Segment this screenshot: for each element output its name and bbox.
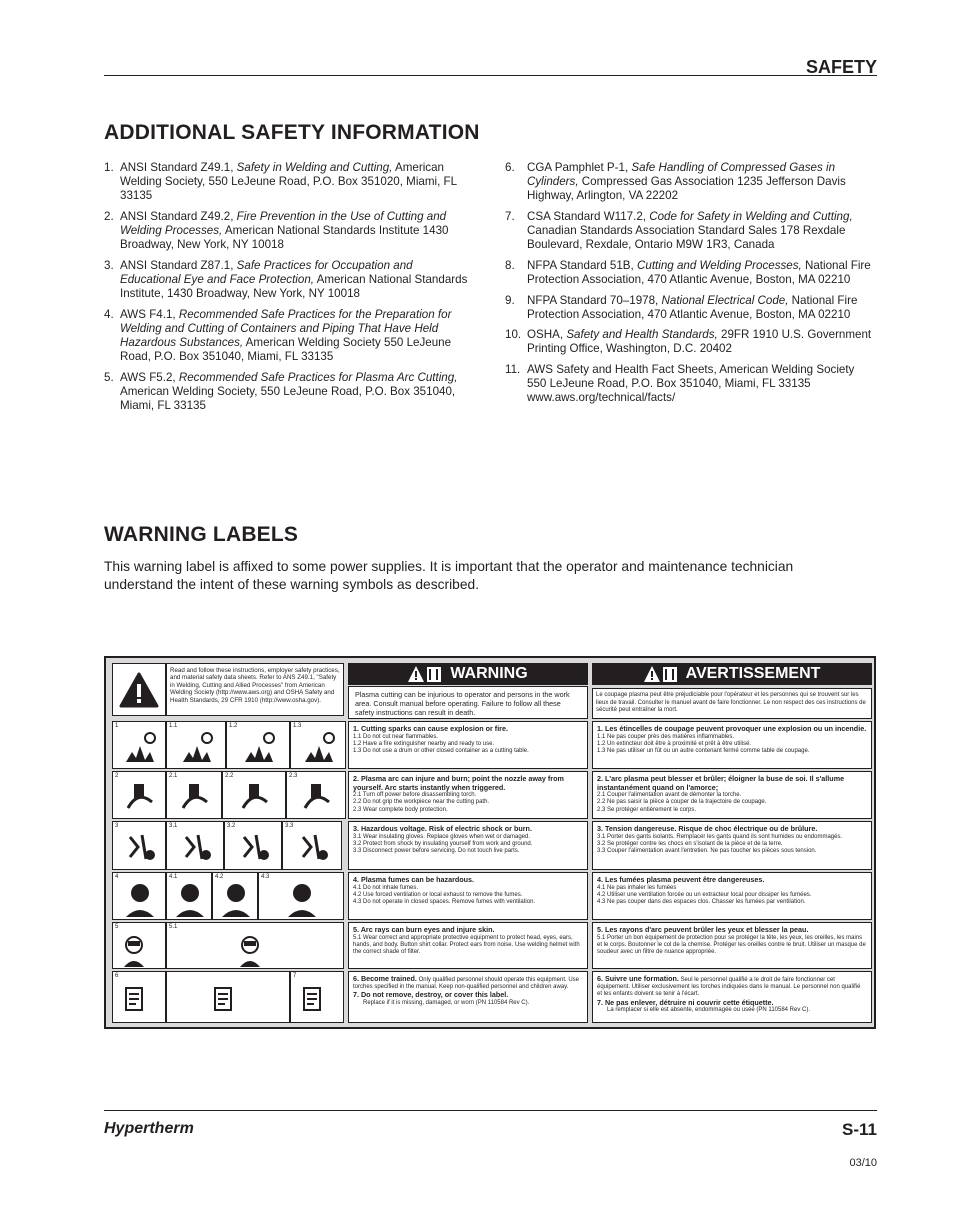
reference-item: [104, 210, 474, 253]
avertissement-instruction: 1.2 Un extincteur doit être à proximité et prêt à être utilisé.: [597, 740, 752, 747]
pictogram-2-2: [166, 771, 222, 819]
avertissement-label-detail: La remplacer si elle est absente, endommagée ou usée (PN 110584 Rev C).: [607, 1007, 811, 1014]
avertissement-instruction: 5.1 Porter un bon équipement de protection pour se protéger la tête, les yeux, les oreilles, les mains et le corps. Boutonner le col de la chemise. Protéger les oreilles contre le bruit. Utiliser un masque de soudeur avec un filtre de nuance appropriée.: [597, 934, 866, 955]
warning-training-detail: Only qualified personnel should operate this equipment. Use torches specified in the manual. Keep non-qualified personnel and children away.: [353, 977, 580, 991]
reference-text: [120, 259, 474, 302]
reference-text: [120, 371, 474, 414]
hazard-pictogram-icon: [298, 980, 338, 1020]
reference-list-left: [104, 161, 474, 420]
hazard-pictogram-icon: [177, 728, 217, 768]
read-instructions-cell: Read and follow these instructions, employer safety practices, and material safety data sheets. Refer to ANS Z49.1, "Safety in Welding, Cutting and Allied Processes" from American Welding Society (http://www.aws.org) and OSHA Safety and Health Standards, 29 CFR 1910 (http://www.osha.gov).: [166, 663, 344, 716]
warning-instruction: 4.3 Do not operate in closed spaces. Remove fumes with ventilation.: [353, 899, 536, 905]
reference-source: AWS F5.2,: [120, 370, 179, 384]
avertissement-instruction: 2.1 Couper l'alimentation avant de démonter la torche.: [597, 792, 742, 799]
section-label: SAFETY: [805, 57, 877, 77]
pictogram-4-3: [212, 872, 258, 920]
reference-item: [505, 259, 875, 287]
pictogram-1-4: [290, 721, 346, 769]
hazard-pictogram-icon: [120, 778, 160, 818]
reference-title: Safe Handling of Compressed Gases in Cylinders,: [527, 161, 836, 189]
reference-title: Code for Safety in Welding and Cutting,: [649, 209, 853, 223]
avertissement-heading: 4. Les fumées plasma peuvent être dangereuses.: [597, 875, 765, 884]
avertissement-instruction: 2.2 Ne pas saisir la pièce à couper de la trajectoire de coupage.: [597, 799, 767, 806]
hazard-pictogram-icon: [120, 728, 160, 768]
warning-text-5: [348, 922, 588, 969]
reference-source: NFPA Standard 51B,: [527, 258, 637, 272]
pictogram-4-4: [258, 872, 344, 920]
reference-item: [505, 294, 875, 322]
reference-number: 5.: [104, 370, 114, 384]
pictogram-3-3: [224, 821, 282, 870]
hazard-pictogram-icon: [209, 980, 249, 1020]
reference-text: [527, 210, 875, 253]
page-number: S-11: [842, 1120, 877, 1139]
avertissement-heading: 2. L'arc plasma peut blesser et brûler; éloigner la buse de soi. Il s'allume instantanément quand on l'amorce;: [597, 774, 845, 792]
pictogram-number: 3.3: [285, 823, 294, 829]
pictogram-number: 5.1: [169, 924, 178, 930]
hazard-pictogram-icon: [176, 829, 216, 869]
reference-list-right: [505, 161, 875, 412]
pictogram-number: 2.2: [225, 773, 234, 779]
pictogram-number: 4: [115, 874, 119, 880]
pictogram-6-3: [290, 971, 344, 1023]
warning-header: [348, 663, 588, 685]
warning-label-heading: 7. Do not remove, destroy, or cover this label.: [353, 990, 509, 1000]
warning-training-text: [353, 975, 583, 991]
reference-publisher: 29FR 1910 U.S. Government Printing Office, Washington, D.C. 20402: [527, 328, 872, 356]
avertissement-heading: 6. Suivre une formation.: [597, 974, 679, 983]
warning-instruction: 1.3 Do not use a drum or other closed container as a cutting table.: [353, 748, 529, 754]
avertissement-text-5: [592, 922, 872, 969]
reference-item: [505, 161, 875, 204]
reference-text: [120, 210, 474, 253]
warning-triangle-icon: [119, 672, 159, 708]
reference-item: [505, 210, 875, 253]
hazard-pictogram-icon: [170, 879, 210, 919]
avertissement-instruction: 1.3 Ne pas utiliser un fût ou un autre contenant fermé comme table de coupage.: [597, 748, 810, 754]
hazard-pictogram-icon: [297, 778, 337, 818]
warning-text-2: [348, 771, 588, 819]
hazard-pictogram-icon: [120, 980, 160, 1020]
reference-title: Recommended Safe Practices for Plasma Arc Cutting,: [178, 370, 458, 384]
warning-instruction: 2.1 Turn off power before disassembling torch.: [353, 792, 477, 799]
hazard-pictogram-icon: [120, 829, 160, 869]
warning-intro-paragraph: This warning label is affixed to some power supplies. It is important that the operator and maintenance technician understand the intent of these warning symbols as described.: [104, 559, 794, 592]
pictogram-number: 1.1: [169, 723, 178, 729]
hazard-pictogram-icon: [234, 829, 274, 869]
pictogram-5-2: [166, 922, 344, 969]
reference-publisher: American National Standards Institute 1430 Broadway, New York, NY 10018: [120, 224, 449, 252]
pictogram-6-2: [166, 971, 290, 1023]
avertissement-instruction: 3.2 Se protéger contre les chocs en s'isolant de la pièce et de la terre.: [597, 840, 783, 847]
reference-source: ANSI Standard Z49.2,: [120, 209, 237, 223]
reference-title: Cutting and Welding Processes,: [637, 258, 802, 272]
pictogram-number: 2.1: [169, 773, 178, 779]
revision-date: 03/10: [849, 1157, 877, 1169]
reference-text: [120, 308, 474, 365]
warning-text-1: [348, 721, 588, 769]
pictogram-number: 3.1: [169, 823, 178, 829]
reference-source: ANSI Standard Z49.1,: [120, 161, 237, 174]
reference-number: 9.: [505, 293, 515, 307]
warning-manual-icon: [408, 665, 442, 683]
reference-title: Recommended Safe Practices for the Preparation for Welding and Cutting of Containers and Piping That Have Held Hazardous Substances,: [120, 307, 452, 350]
avertissement-training-text: [597, 975, 867, 999]
pictogram-2-4: [286, 771, 346, 819]
warning-instruction: 5.1 Wear correct and appropriate protective equipment to protect head, eyes, ears, hands, and body. Button shirt collar. Protect ears from noise. Use welding helmet with the correct shade of filter.: [353, 934, 580, 955]
pictogram-3-2: [166, 821, 224, 870]
reference-number: 3.: [104, 258, 114, 272]
avertissement-text-6: [592, 971, 872, 1023]
avertissement-instruction: 2.3 Se protéger entièrement le corps.: [597, 806, 697, 813]
reference-text: [527, 294, 875, 322]
hazard-pictogram-icon: [293, 829, 333, 869]
avertissement-text-4: [592, 872, 872, 920]
reference-number: 2.: [104, 209, 114, 223]
reference-publisher: American National Standards Institute, 1430 Broadway, New York, NY 10018: [120, 273, 468, 301]
hazard-pictogram-icon: [120, 879, 160, 919]
header-rule: [104, 75, 877, 76]
pictogram-3-4: [282, 821, 342, 870]
hypertherm-logo: Hypertherm: [104, 1120, 194, 1137]
hazard-pictogram-icon: [175, 778, 215, 818]
warning-label-detail: Replace if it is missing, damaged, or worn (PN 110584 Rev C).: [363, 1000, 530, 1006]
warning-instruction: 1.1 Do not cut near flammables.: [353, 733, 439, 740]
pictogram-number: 2.3: [289, 773, 298, 779]
pictogram-number: 3.2: [227, 823, 236, 829]
hazard-pictogram-icon: [239, 728, 279, 768]
avertissement-text-2: [592, 771, 872, 819]
avertissement-label-heading: 7. Ne pas enlever, détruire ni couvrir cette étiquette.: [597, 997, 774, 1007]
reference-source: NFPA Standard 70–1978,: [527, 293, 662, 307]
hazard-pictogram-icon: [282, 879, 322, 919]
warning-instruction: 1.2 Have a fire extinguisher nearby and ready to use.: [353, 740, 495, 747]
reference-title: Fire Prevention in the Use of Cutting and Welding Processes,: [120, 209, 447, 238]
footer-rule: [104, 1110, 877, 1111]
reference-source: OSHA,: [527, 328, 567, 342]
pictogram-number: 2: [115, 773, 119, 779]
reference-number: 11.: [505, 362, 521, 376]
hazard-pictogram-icon: [236, 929, 276, 969]
warning-instruction: 4.2 Use forced ventilation or local exhaust to remove the fumes.: [353, 891, 523, 898]
reference-source: ANSI Standard Z87.1,: [120, 258, 237, 272]
avertissement-text-3: [592, 821, 872, 870]
pictogram-number: 4.3: [261, 874, 270, 880]
warning-header-text: WARNING: [450, 665, 528, 682]
reference-text: [527, 161, 875, 204]
additional-safety-title: ADDITIONAL SAFETY INFORMATION: [104, 121, 480, 144]
avertissement-heading: 1. Les étincelles de coupage peuvent provoquer une explosion ou un incendie.: [597, 724, 867, 733]
hazard-pictogram-icon: [299, 728, 339, 768]
pictogram-number: 4.2: [215, 874, 224, 880]
hazard-pictogram-icon: [120, 929, 160, 969]
reference-text: [527, 363, 875, 406]
warning-heading: 3. Hazardous voltage. Risk of electric shock or burn.: [353, 824, 532, 833]
reference-source: AWS Safety and Health Fact Sheets, American Welding Society 550 LeJeune Road, P.O. Box 351040, Miami, FL 33135 www.aws.org/technical/facts/: [527, 362, 855, 405]
reference-text: [527, 259, 875, 287]
warning-heading: 6. Become trained.: [353, 974, 417, 983]
avertissement-instruction: 3.3 Couper l'alimentation avant l'entretien. Ne pas toucher les pièces sous tension.: [597, 848, 817, 854]
avertissement-header-text: AVERTISSEMENT: [685, 665, 821, 682]
reference-item: [505, 363, 875, 406]
avertissement-manual-icon: [644, 665, 678, 683]
reference-publisher: Compressed Gas Association 1235 Jefferson Davis Highway, Arlington, VA 22202: [527, 175, 846, 203]
reference-title: Safe Practices for Occupation and Educational Eye and Face Protection,: [120, 258, 413, 287]
warning-instruction: 3.3 Disconnect power before servicing. Do not touch live parts.: [353, 848, 520, 854]
reference-item: [104, 259, 474, 302]
reference-number: 10.: [505, 328, 522, 342]
avertissement-heading: 5. Les rayons d'arc peuvent brûler les yeux et blesser la peau.: [597, 925, 809, 934]
reference-number: 4.: [104, 307, 114, 321]
pictogram-number: 6: [115, 973, 119, 979]
reference-publisher: American Welding Society, 550 LeJeune Road, P.O. Box 351020, Miami, FL 33135: [120, 161, 457, 203]
reference-title: Safety and Health Standards,: [566, 328, 718, 342]
pictogram-number: 1.2: [229, 723, 238, 729]
pictogram-number: 1.3: [293, 723, 302, 729]
hazard-pictogram-icon: [235, 778, 275, 818]
pictogram-2-3: [222, 771, 286, 819]
hazard-pictogram-icon: [216, 879, 256, 919]
warning-text-6: [348, 971, 588, 1023]
reference-text: [527, 328, 875, 356]
warning-instruction: 3.2 Protect from shock by insulating yourself from work and ground.: [353, 840, 533, 847]
avertissement-intro-cell: Le coupage plasma peut être préjudiciable pour l'opérateur et les personnes qui se trouvent sur les lieux de travail. Consulter le manuel avant de faire fonctionner. Le non respect des ces instructions de sécurité peut entraîner la mort.: [592, 688, 872, 719]
pictogram-3-1: [112, 821, 166, 870]
warning-heading: 1. Cutting sparks can cause explosion or fire.: [353, 724, 508, 733]
pictogram-1-2: [166, 721, 226, 769]
pictogram-number: 7: [293, 973, 297, 979]
warning-text-3: [348, 821, 588, 870]
pictogram-5-1: [112, 922, 166, 969]
reference-text: [120, 161, 474, 204]
pictogram-4-2: [166, 872, 212, 920]
warning-heading: 4. Plasma fumes can be hazardous.: [353, 875, 475, 884]
avertissement-training-detail: Seul le personnel qualifié a le droit de faire fonctionner cet équipement. Utiliser exclusivement les torches indiquées dans le manual. Le personnel non qualifié et les enfants doivent se tenir à l'écart.: [597, 977, 861, 998]
warning-text-4: [348, 872, 588, 920]
pictogram-number: 4.1: [169, 874, 178, 880]
pictogram-number: 1: [115, 723, 119, 729]
reference-publisher: American Welding Society, 550 LeJeune Road, P.O. Box 351040, Miami, FL 33135: [120, 385, 456, 413]
pictogram-number: 3: [115, 823, 119, 829]
reference-source: CSA Standard W117.2,: [527, 209, 650, 223]
reference-item: [505, 328, 875, 356]
reference-source: CGA Pamphlet P-1,: [527, 161, 632, 174]
reference-publisher: American Welding Society 550 LeJeune Road, P.O. Box 351040, Miami, FL 33135: [120, 336, 452, 364]
reference-source: AWS F4.1,: [120, 307, 179, 321]
pictogram-1-3: [226, 721, 290, 769]
warning-heading: 2. Plasma arc can injure and burn; point the nozzle away from yourself. Arc starts instantly when triggered.: [353, 774, 564, 792]
reference-title: National Electrical Code,: [661, 293, 789, 307]
reference-title: Safety in Welding and Cutting,: [236, 161, 393, 174]
warning-label: [104, 656, 876, 1029]
avertissement-instruction: 4.2 Utiliser une ventilation forcée ou un extracteur local pour dissiper les fumées.: [597, 891, 812, 898]
warning-labels-title: WARNING LABELS: [104, 523, 299, 546]
reference-number: 6.: [505, 161, 515, 174]
reference-item: [104, 371, 474, 414]
pictogram-6-1: [112, 971, 166, 1023]
reference-publisher: National Fire Protection Association, 470 Atlantic Avenue, Boston, MA 02210: [527, 293, 858, 321]
pictogram-4-1: [112, 872, 166, 920]
warning-heading: 5. Arc rays can burn eyes and injure skin.: [353, 925, 495, 934]
avertissement-instruction: 4.3 Ne pas couper dans des espaces clos. Chasser les fumées par ventilation.: [597, 899, 806, 905]
reference-item: [104, 161, 474, 204]
warning-instruction: 3.1 Wear insulating gloves. Replace gloves when wet or damaged.: [353, 833, 530, 840]
reference-publisher: National Fire Protection Association, 470 Atlantic Avenue, Boston, MA 02210: [527, 258, 871, 287]
warning-instruction: 2.3 Wear complete body protection.: [353, 806, 448, 813]
avertissement-instruction: 1.1 Ne pas couper près des matières inflammables.: [597, 733, 735, 740]
reference-number: 7.: [505, 209, 515, 223]
warning-intro-cell: Plasma cutting can be injurious to operator and persons in the work area. Consult manual before operating. Failure to follow all these safety instructions can result in death.: [348, 686, 588, 719]
reference-publisher: Canadian Standards Association Standard Sales 178 Rexdale Boulevard, Rexdale, Ontario M9W 1R3, Canada: [527, 224, 846, 252]
avertissement-instruction: 3.1 Porter des gants isolants. Remplacer les gants quand ils sont humides ou endommagés.: [597, 833, 843, 840]
warning-instruction: 4.1 Do not inhale fumes.: [353, 884, 419, 891]
reference-number: 1.: [104, 161, 114, 174]
pictogram-1-1: [112, 721, 166, 769]
caution-symbol-cell: [112, 663, 166, 716]
warning-instruction: 2.2 Do not grip the workpiece near the cutting path.: [353, 799, 490, 806]
avertissement-text-1: [592, 721, 872, 769]
avertissement-instruction: 4.1 Ne pas inhaler les fumées: [597, 884, 677, 891]
reference-number: 8.: [505, 258, 515, 272]
avertissement-heading: 3. Tension dangereuse. Risque de choc électrique ou de brûlure.: [597, 824, 818, 833]
avertissement-header: [592, 663, 872, 685]
pictogram-2-1: [112, 771, 166, 819]
pictogram-number: 5: [115, 924, 119, 930]
reference-item: [104, 308, 474, 365]
